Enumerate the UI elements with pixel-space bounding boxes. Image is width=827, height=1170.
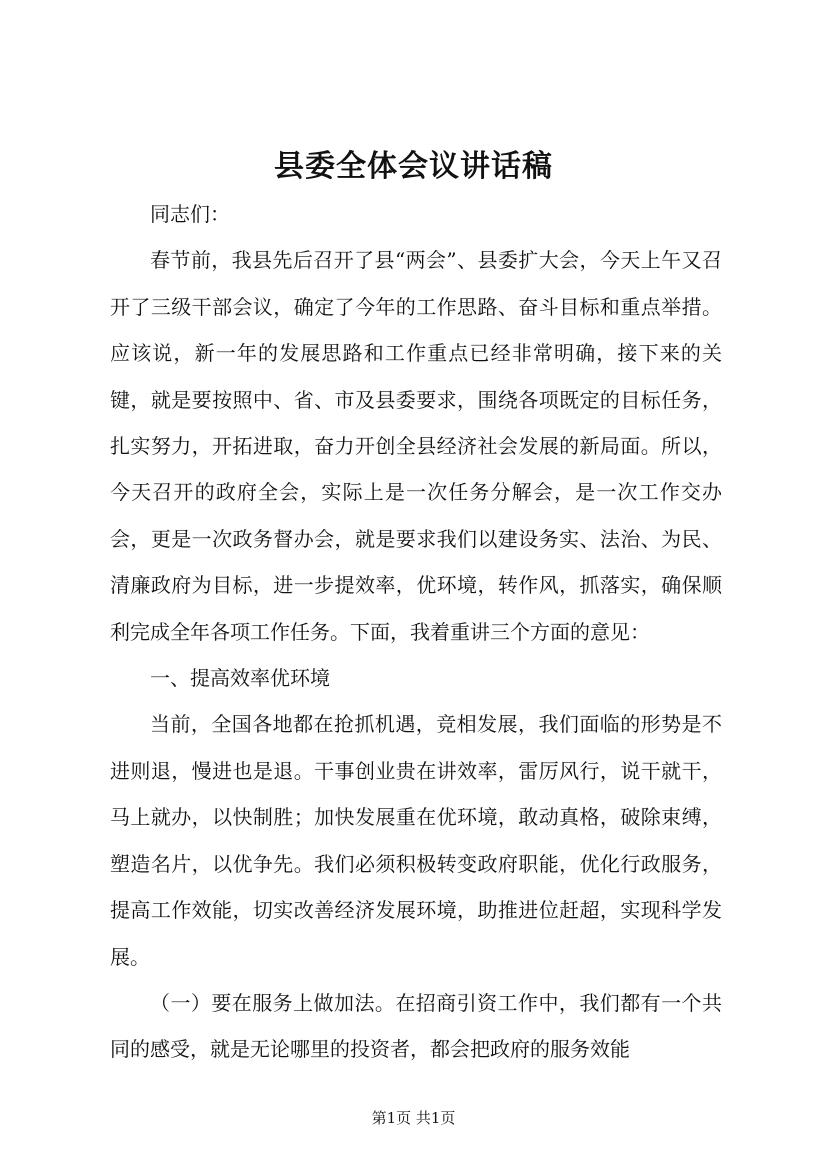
section-paragraph: 当前，全国各地都在抢抓机遇，竞相发展，我们面临的形势是不进则退，慢进也是退。干事创业贵在讲效率，雷厉风行，说干就干，马上就办，以快制胜；加快发展重在优环境，敢动真格，破除束缚，塑造名片，以优争先。我们必须积极转变政府职能，优化行政服务，提高工作效能，切实改善经济发展环境，助推进位赶超，实现科学发展。 bbox=[110, 712, 722, 969]
page-footer: 第1页 共1页 bbox=[371, 1109, 456, 1127]
document-title: 县委全体会议讲话稿 bbox=[274, 149, 553, 184]
document-body bbox=[110, 191, 722, 1073]
subsection-paragraph: （一）要在服务上做加法。在招商引资工作中，我们都有一个共同的感受，就是无论哪里的投资者，都会把政府的服务效能 bbox=[110, 990, 722, 1062]
section-heading: 一、提高效率优环境 bbox=[150, 666, 330, 691]
salutation-paragraph: 同志们： bbox=[150, 202, 230, 226]
intro-paragraph: 春节前，我县先后召开了县“两会”、县委扩大会，今天上午又召开了三级干部会议，确定了今年的工作思路、奋斗目标和重点举措。应该说，新一年的发展思路和工作重点已经非常明确，接下来的关键，就是要按照中、省、市及县委要求，围绕各项既定的目标任务，扎实努力，开拓进取，奋力开创全县经济社会发展的新局面。所以，今天召开的政府全会，实际上是一次任务分解会，是一次工作交办会，更是一次政务督办会，就是要求我们以建设务实、法治、为民、清廉政府为目标，进一步提效率，优环境，转作风，抓落实，确保顺利完成全年各项工作任务。下面，我着重讲三个方面的意见： bbox=[110, 248, 722, 644]
